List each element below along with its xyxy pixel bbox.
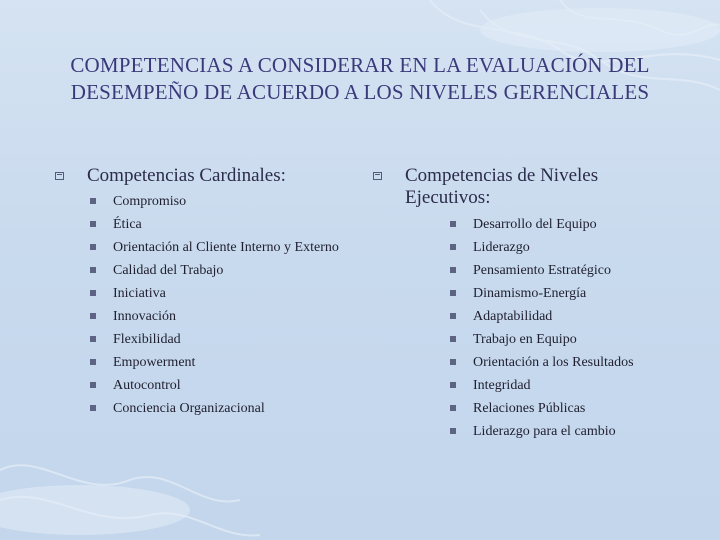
list-item	[450, 423, 700, 440]
filled-square-icon	[90, 290, 96, 296]
filled-square-icon	[90, 313, 96, 319]
heading-text: Competencias Cardinales:	[87, 165, 286, 186]
list-item	[450, 331, 700, 348]
filled-square-icon	[450, 290, 456, 296]
filled-square-icon	[90, 221, 96, 227]
item-text: Innovación	[113, 309, 176, 324]
list-item	[90, 400, 360, 417]
item-text: Iniciativa	[113, 286, 166, 301]
cardinal-competencies-list	[90, 193, 360, 423]
filled-square-icon	[450, 221, 456, 227]
list-item	[450, 216, 700, 233]
item-text: Dinamismo-Energía	[473, 286, 587, 301]
filled-square-icon	[450, 382, 456, 388]
item-text: Desarrollo del Equipo	[473, 217, 597, 232]
item-text: Ética	[113, 217, 142, 232]
filled-square-icon	[90, 198, 96, 204]
filled-square-icon	[90, 405, 96, 411]
list-item	[450, 262, 700, 279]
hollow-square-icon	[55, 172, 64, 180]
list-item	[90, 216, 360, 233]
filled-square-icon	[450, 267, 456, 273]
list-item	[90, 331, 360, 348]
filled-square-icon	[450, 428, 456, 434]
item-text: Integridad	[473, 378, 531, 393]
list-item	[450, 354, 700, 371]
executive-competencies-column	[373, 165, 673, 439]
list-item	[90, 193, 360, 210]
item-text: Adaptabilidad	[473, 309, 553, 324]
list-item	[90, 239, 360, 256]
filled-square-icon	[90, 359, 96, 365]
heading-text: Competencias de Niveles Ejecutivos:	[405, 165, 599, 208]
cardinal-competencies-heading	[55, 165, 355, 187]
list-item	[450, 377, 700, 394]
item-text: Calidad del Trabajo	[113, 263, 224, 278]
item-text: Liderazgo	[473, 240, 530, 255]
filled-square-icon	[90, 267, 96, 273]
executive-competencies-heading	[373, 165, 673, 209]
title-line-2: DESEMPEÑO DE ACUERDO A LOS NIVELES GERENCIALES	[70, 80, 650, 104]
item-text: Trabajo en Equipo	[473, 332, 577, 347]
list-item	[450, 308, 700, 325]
cardinal-competencies-column	[55, 165, 355, 416]
list-item	[90, 354, 360, 371]
item-text: Relaciones Públicas	[473, 401, 586, 416]
filled-square-icon	[450, 405, 456, 411]
executive-competencies-list	[450, 216, 700, 446]
filled-square-icon	[450, 359, 456, 365]
list-item	[450, 285, 700, 302]
list-item	[90, 308, 360, 325]
item-text: Pensamiento Estratégico	[473, 263, 612, 278]
filled-square-icon	[90, 336, 96, 342]
item-text: Compromiso	[113, 194, 187, 209]
filled-square-icon	[450, 336, 456, 342]
item-text: Conciencia Organizacional	[113, 401, 265, 416]
filled-square-icon	[450, 313, 456, 319]
slide-title	[30, 52, 690, 106]
title-line-1: COMPETENCIAS A CONSIDERAR EN LA EVALUACIÓN DEL	[70, 53, 650, 77]
list-item	[90, 262, 360, 279]
item-text: Autocontrol	[113, 378, 181, 393]
item-text: Orientación a los Resultados	[473, 355, 634, 370]
hollow-square-icon	[373, 172, 382, 180]
list-item	[90, 285, 360, 302]
list-item	[90, 377, 360, 394]
list-item	[450, 239, 700, 256]
filled-square-icon	[90, 382, 96, 388]
item-text: Orientación al Cliente Interno y Externo	[113, 240, 339, 255]
filled-square-icon	[450, 244, 456, 250]
item-text: Liderazgo para el cambio	[473, 424, 616, 439]
item-text: Empowerment	[113, 355, 196, 370]
list-item	[450, 400, 700, 417]
filled-square-icon	[90, 244, 96, 250]
item-text: Flexibilidad	[113, 332, 181, 347]
